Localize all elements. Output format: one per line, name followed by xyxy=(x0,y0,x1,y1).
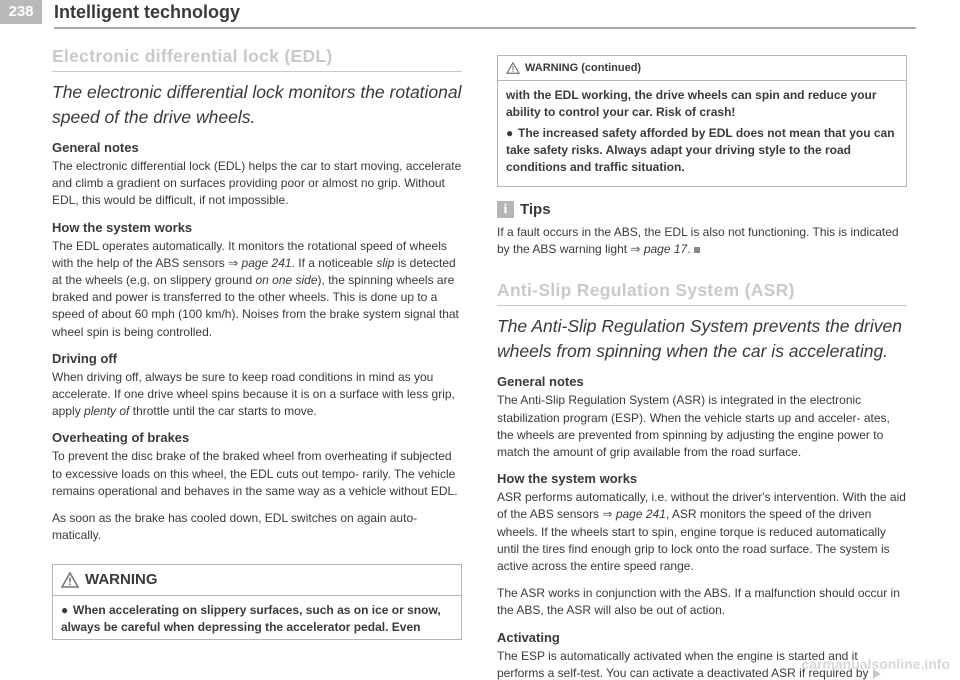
asr-general-notes-text: The Anti-Slip Regulation System (ASR) is integrated in the electronic stabilization program (ESP). When the vehicle starts up and acceler- ates, the wheels are prevented from spinning by adjusting the engine power to match the amount of grip available from the road surface. xyxy=(497,393,890,460)
warning-box xyxy=(52,564,462,640)
page-ref-link[interactable]: page 241 xyxy=(241,255,292,270)
warning-body: ● When accelerating on slippery surfaces, such as on ice or snow, always be careful when depressing the accelerator pedal. Even xyxy=(61,603,441,635)
warning-continued-title: WARNING (continued) xyxy=(525,62,642,74)
asr-how-text: ASR performs automatically, i.e. without the driver's intervention. With the aid of the ABS sensors ⇒ page 241, ASR monitors the speed of the driven wheels. If the wheels start to spin, engine torque is reduced automatically until the tires find enough grip to lock onto the road surface. The system is active across the entire speed range. xyxy=(497,490,906,574)
edl-how-text: The EDL operates automatically. It monitors the rotational speed of wheels with the help of the ABS sensors ⇒ page 241. If a noticeable slip is detected at the wheels (e.g. on slippery ground on one side), the spinning wheels are braked and power is transferred to the other wheels. This is done up to a speed of about 60 mph (100 km/h). Noises from the brake system signal that wheel spin is being controlled. xyxy=(52,238,459,339)
driving-off-text: When driving off, always be sure to keep road conditions in mind as you accelerate. If one drive wheel spins because it is on a surface with less grip, apply plenty of throttle until the car starts to move. xyxy=(52,369,455,419)
warning-header xyxy=(53,565,461,596)
overheating-text: To prevent the disc brake of the braked wheel from overheating if subjected to excessive loads on this wheel, the EDL cuts out tempo- rarily. The vehicle remains operational and behaves in the same way as a vehicle without EDL. xyxy=(52,449,458,498)
chapter-title: Intelligent technology xyxy=(54,2,241,22)
page-number: 238 xyxy=(0,0,42,24)
watermark: carmanualsonline.info xyxy=(801,656,950,672)
asr-subtitle: The Anti-Slip Regulation System prevents the driven wheels from spinning when the car is accelerating. xyxy=(497,316,902,362)
edl-general-notes-heading: General notes xyxy=(52,140,139,155)
warning-continued-box xyxy=(497,55,907,187)
info-icon: i xyxy=(497,201,514,218)
edl-how-heading: How the system works xyxy=(52,219,193,235)
edl-section-title: Electronic differential lock (EDL) xyxy=(52,46,462,72)
header-divider xyxy=(54,27,916,29)
edl-general-notes-text: The electronic differential lock (EDL) helps the car to start moving, accelerate and climb a gradient on surfaces providing poor or almost no grip. Without EDL, this would be difficult, if not impossible. xyxy=(52,159,462,208)
tips-text: If a fault occurs in the ABS, the EDL is also not functioning. This is indicated by the ABS warning light ⇒ page 17. xyxy=(497,225,899,257)
left-column xyxy=(52,46,462,640)
warning-triangle-icon xyxy=(506,62,520,74)
link-arrow-icon: ⇒ xyxy=(228,255,239,270)
tips-label: Tips xyxy=(520,201,551,218)
asr-abs-text: The ASR works in conjunction with the ABS. If a malfunction should occur in the ABS, the ASR will also be out of action. xyxy=(497,586,900,618)
link-arrow-icon: ⇒ xyxy=(630,242,641,257)
bullet-icon: ● xyxy=(506,126,514,140)
warning-continued-header xyxy=(498,56,906,81)
activating-heading: Activating xyxy=(497,629,560,645)
cooled-text: As soon as the brake has cooled down, EDL switches on again auto- matically. xyxy=(52,511,418,543)
overheating-heading: Overheating of brakes xyxy=(52,430,190,446)
tips-header xyxy=(497,201,907,218)
asr-section-title: Anti-Slip Regulation System (ASR) xyxy=(497,280,907,306)
driving-off-heading: Driving off xyxy=(52,350,117,366)
bullet-icon: ● xyxy=(61,603,69,618)
right-column xyxy=(497,55,907,680)
asr-general-notes-heading: General notes xyxy=(497,374,584,390)
edl-subtitle: The electronic differential lock monitors the rotational speed of the drive wheels. xyxy=(52,82,462,127)
warning-continued-body: with the EDL working, the drive wheels can spin and reduce your ability to control your car. Risk of crash! ● The increased safety afforded by EDL does not mean that you can take safety risks. Always adapt your driving style to the road conditions and traffic situation. xyxy=(506,88,895,174)
warning-triangle-icon xyxy=(61,572,79,588)
link-arrow-icon: ⇒ xyxy=(602,507,613,522)
activating-text: The ESP is automatically activated when the engine is started and it performs a self-test. You can activate a deactivated ASR if required by xyxy=(497,648,907,680)
warning-title: WARNING xyxy=(85,571,158,589)
page-ref-link[interactable]: page 241 xyxy=(615,507,666,522)
page-ref-link[interactable]: page 17 xyxy=(643,242,688,257)
section-end-icon xyxy=(694,247,700,253)
asr-how-heading: How the system works xyxy=(497,471,638,487)
